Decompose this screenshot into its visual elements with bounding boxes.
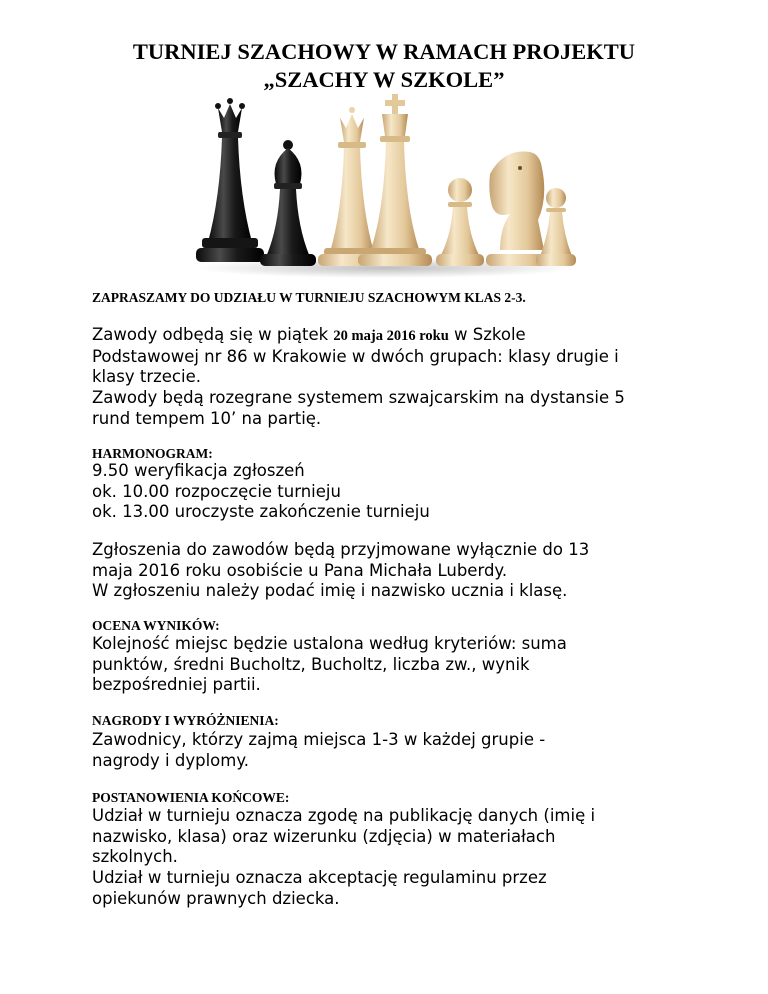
awards-paragraph — [92, 730, 692, 771]
schedule-heading: HARMONOGRAM: — [92, 446, 213, 461]
schedule-list — [92, 461, 692, 523]
final-line: Udział w turnieju oznacza akceptację regulaminu przez — [92, 868, 547, 888]
final-line: opiekunów prawnych dziecka. — [92, 888, 340, 908]
awards-heading: NAGRODY I WYRÓŻNIENIA: — [92, 713, 279, 728]
scoring-paragraph — [92, 634, 692, 696]
white-knight-icon — [486, 151, 550, 266]
intro-line-5: rund tempem 10’ na partię. — [92, 408, 322, 428]
intro-line-1 — [92, 325, 692, 347]
scoring-line: bezpośredniej partii. — [92, 675, 261, 695]
white-pawn-icon — [436, 178, 484, 266]
schedule-item: ok. 10.00 rozpoczęcie turnieju — [92, 481, 341, 501]
document-title — [60, 38, 708, 94]
final-line: szkolnych. — [92, 847, 178, 867]
intro-suffix: w Szkole — [448, 325, 526, 344]
intro-line-4: Zawody będą rozegrane systemem szwajcarskim na dystansie 5 — [92, 388, 625, 408]
awards-line: Zawodnicy, którzy zajmą miejsca 1-3 w każdej grupie - — [92, 730, 546, 749]
black-bishop-icon — [260, 140, 316, 266]
final-heading: POSTANOWIENIA KOŃCOWE: — [92, 790, 290, 805]
final-line: nazwisko, klasa) oraz wizerunku (zdjęcia) w materiałach — [92, 826, 556, 846]
scoring-heading: OCENA WYNIKÓW: — [92, 618, 220, 633]
invitation-heading: ZAPRASZAMY DO UDZIAŁU W TURNIEJU SZACHOWYM KLAS 2-3. — [92, 290, 526, 305]
intro-prefix: Zawody odbędą się w piątek — [92, 325, 334, 344]
registration-line: Zgłoszenia do zawodów będą przyjmowane wyłącznie do 13 — [92, 540, 590, 559]
chess-pieces-image — [190, 88, 580, 280]
title-line-1: TURNIEJ SZACHOWY W RAMACH PROJEKTU — [132, 39, 636, 64]
final-paragraph — [92, 806, 692, 910]
schedule-item: 9.50 weryfikacja zgłoszeń — [92, 461, 305, 480]
registration-line: maja 2016 roku osobiście u Pana Michała Luberdy. — [92, 560, 508, 580]
scoring-line: punktów, średni Bucholtz, Bucholtz, liczba zw., wynik — [92, 654, 530, 674]
title-line-2: „SZACHY W SZKOLE” — [263, 67, 505, 92]
final-line: Udział w turnieju oznacza zgodę na publikację danych (imię i — [92, 806, 596, 825]
tournament-date: 20 maja 2016 roku — [333, 328, 449, 344]
intro-line-3: klasy trzecie. — [92, 367, 201, 387]
scoring-line: Kolejność miejsc będzie ustalona według kryteriów: suma — [92, 634, 567, 653]
registration-paragraph — [92, 540, 692, 602]
schedule-item: ok. 13.00 uroczyste zakończenie turnieju — [92, 502, 430, 522]
intro-paragraph — [92, 325, 692, 430]
registration-line: W zgłoszeniu należy podać imię i nazwisko ucznia i klasę. — [92, 581, 568, 601]
black-queen-icon — [196, 98, 264, 262]
intro-line-2: Podstawowej nr 86 w Krakowie w dwóch grupach: klasy drugie i — [92, 346, 619, 366]
awards-line: nagrody i dyplomy. — [92, 750, 249, 770]
